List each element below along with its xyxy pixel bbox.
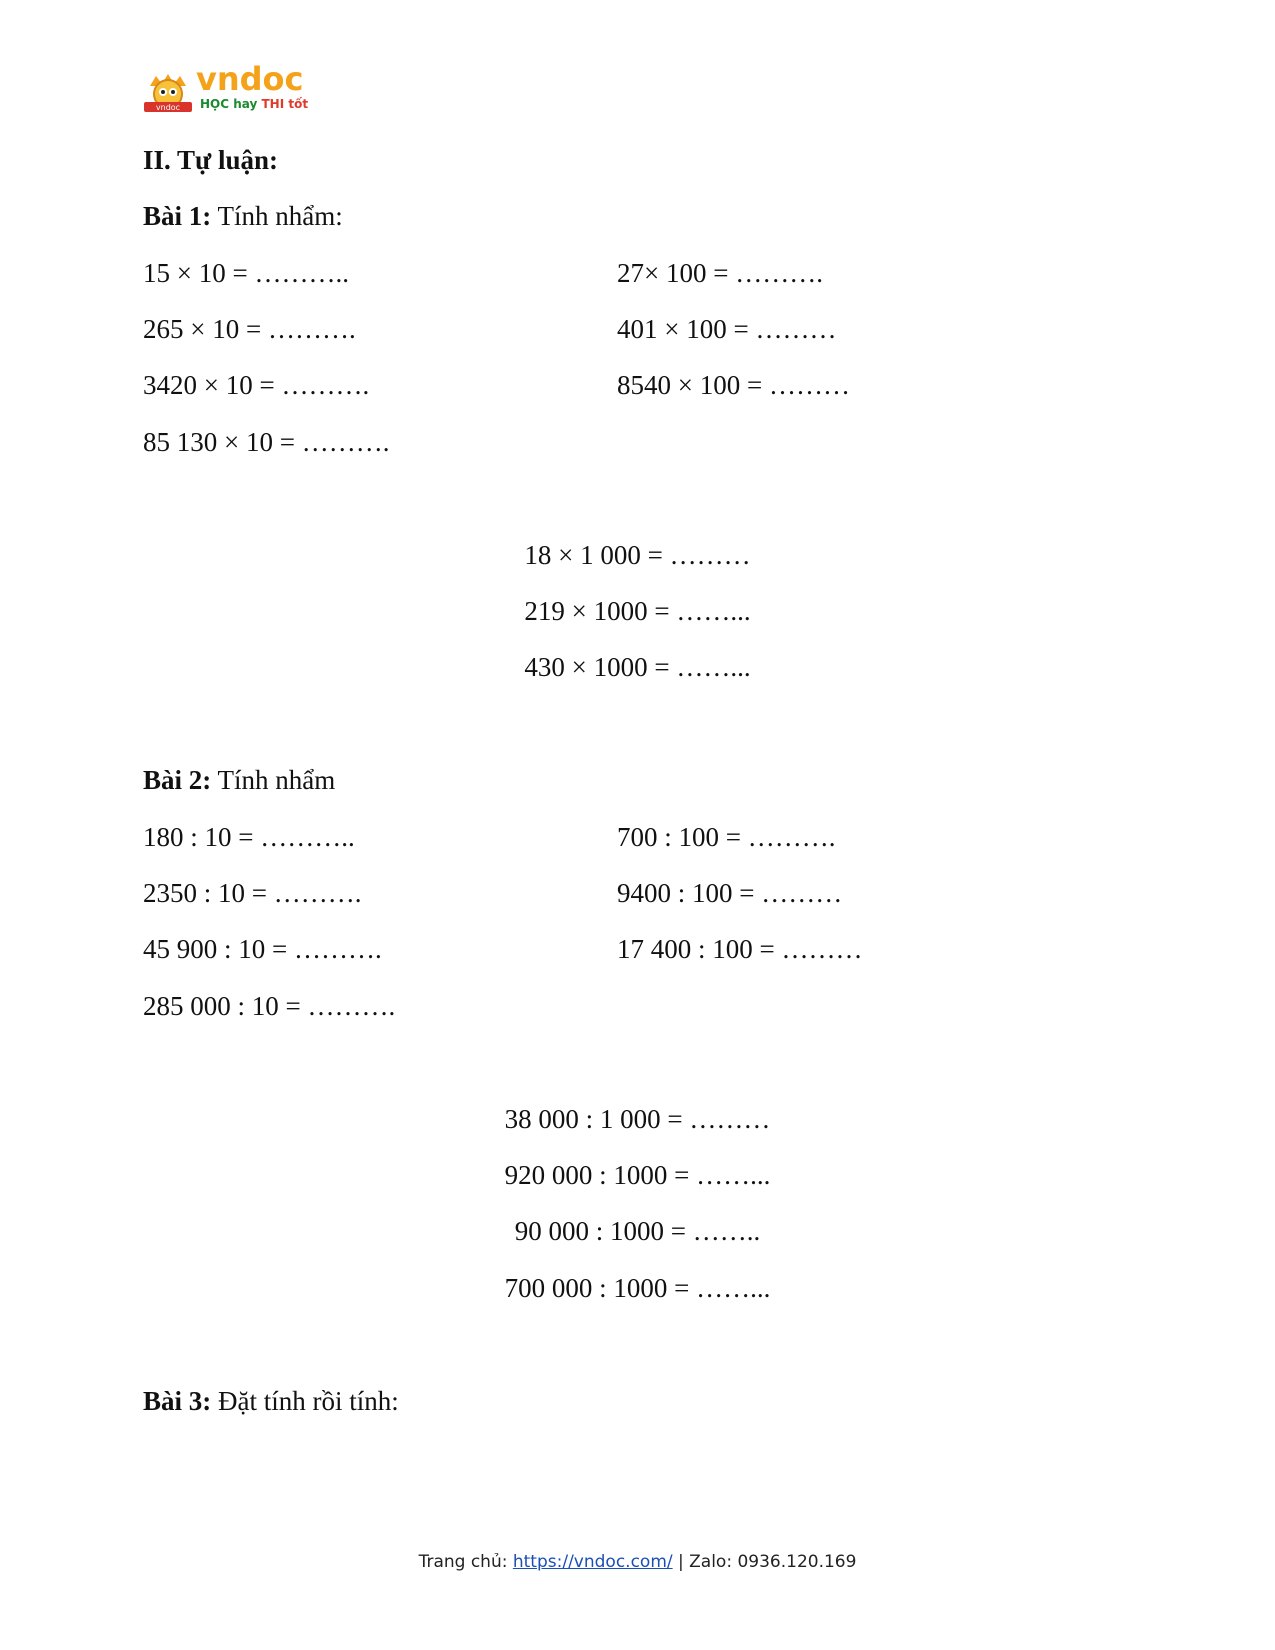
page-footer — [0, 1552, 1275, 1572]
bai2-heading — [143, 764, 335, 796]
bai1-left-2: 265 × 10 = ………. — [143, 314, 356, 344]
bai1-heading — [143, 200, 343, 232]
bai1-center-3: 430 × 1000 = ……... — [524, 652, 751, 682]
svg-text:vndoc: vndoc — [155, 103, 181, 112]
footer-homepage-link[interactable]: https://vndoc.com/ — [512, 1552, 673, 1572]
vndoc-logo — [148, 60, 309, 120]
bai1-left-1: 15 × 10 = ……….. — [143, 258, 349, 288]
bai1-center-1: 18 × 1 000 = ……… — [524, 540, 751, 570]
bai2-left-4: 285 000 : 10 = ………. — [143, 991, 396, 1021]
section-title: II. Tự luận: — [143, 145, 279, 175]
bai1-right-1: 27× 100 = ………. — [617, 258, 823, 288]
bai2-center-4: 700 000 : 1000 = ……... — [504, 1273, 771, 1303]
bai2-center-3: 90 000 : 1000 = …….. — [514, 1216, 761, 1246]
logo-tagline: HỌC hay THI tốt — [200, 97, 309, 111]
bai1-left-4: 85 130 × 10 = ………. — [143, 427, 390, 457]
bai2-label: Bài 2: — [143, 765, 212, 795]
bai1-right-2: 401 × 100 = ……… — [617, 314, 837, 344]
bai2-right-3: 17 400 : 100 = ……… — [617, 934, 863, 964]
bai3-title: Đặt tính rồi tính: — [211, 1386, 399, 1416]
bai2-left-3: 45 900 : 10 = ………. — [143, 934, 382, 964]
footer-prefix: Trang chủ: — [418, 1552, 513, 1572]
bai2-right-1: 700 : 100 = ………. — [617, 822, 836, 852]
bai2-center-1: 38 000 : 1 000 = ……… — [504, 1104, 771, 1134]
bai2-left-2: 2350 : 10 = ………. — [143, 878, 362, 908]
bai2-center-2: 920 000 : 1000 = ……... — [504, 1160, 771, 1190]
vndoc-owl-logo-icon — [144, 70, 192, 116]
bai3-heading — [143, 1385, 399, 1417]
bai3-label: Bài 3: — [143, 1386, 212, 1416]
footer-suffix: | Zalo: 0936.120.169 — [672, 1552, 857, 1572]
bai1-title: Tính nhẩm: — [211, 201, 343, 231]
logo-wordmark: vndoc — [196, 60, 304, 98]
bai1-center-2: 219 × 1000 = ……... — [524, 596, 751, 626]
bai2-title: Tính nhẩm — [211, 765, 336, 795]
bai2-left-1: 180 : 10 = ……….. — [143, 822, 355, 852]
bai1-left-3: 3420 × 10 = ………. — [143, 370, 370, 400]
bai1-label: Bài 1: — [143, 201, 212, 231]
bai1-right-3: 8540 × 100 = ……… — [617, 370, 850, 400]
bai2-right-2: 9400 : 100 = ……… — [617, 878, 843, 908]
